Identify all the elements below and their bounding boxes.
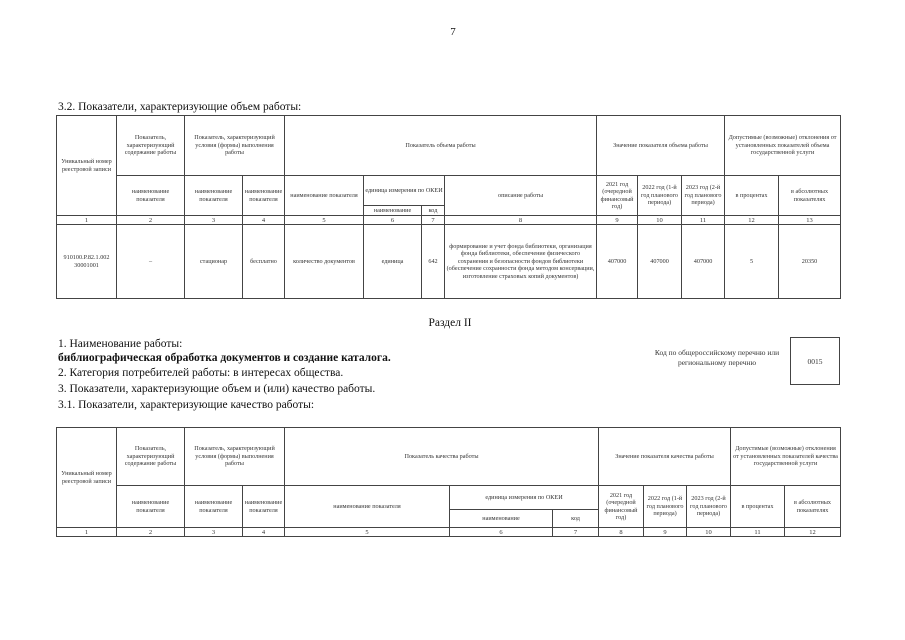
section-2-title: Раздел II (428, 317, 472, 329)
cell-2022: 407000 (638, 225, 682, 299)
col-num: 11 (731, 528, 785, 537)
h-value: Значение показателя объема работы (597, 116, 725, 176)
h-volume: Показатель объема работы (285, 116, 597, 176)
h-percent: в процентах (725, 176, 779, 216)
col-num: 1 (57, 528, 117, 537)
volume-table (56, 115, 841, 299)
h-content: Показатель, характеризующий содержание работы (117, 116, 185, 176)
table-row (57, 225, 841, 299)
col-num: 8 (599, 528, 644, 537)
column-numbers-row (57, 528, 841, 537)
section-3-2-title: 3.2. Показатели, характеризующие объем работы: (58, 101, 302, 113)
h-desc: описание работы (445, 176, 597, 216)
h-conditions: Показатель, характеризующий условия (формы) выполнения работы (185, 428, 285, 486)
col-num: 5 (285, 528, 450, 537)
cell-percent: 5 (725, 225, 779, 299)
h-year-2021: 2021 год (очередной финансовый год) (599, 486, 644, 528)
h-unit-name: наименование (364, 206, 422, 216)
h-name-1: наименование показателя (117, 176, 185, 216)
h-percent: в процентах (731, 486, 785, 528)
h-conditions: Показатель, характеризующий условия (формы) выполнения работы (185, 116, 285, 176)
code-value: 0015 (807, 356, 823, 366)
col-num: 9 (644, 528, 687, 537)
col-num: 8 (445, 216, 597, 225)
cell-indicator: количество документов (285, 225, 364, 299)
cell-2021: 407000 (597, 225, 638, 299)
col-num: 10 (638, 216, 682, 225)
h-year-2023: 2023 год (2-й год планового периода) (682, 176, 725, 216)
cell-code: 642 (422, 225, 445, 299)
h-name-3: наименование показателя (243, 486, 285, 528)
h-unique: Уникальный номер реестровой записи (57, 428, 117, 528)
col-num: 6 (364, 216, 422, 225)
page-number: 7 (450, 26, 456, 38)
col-num: 12 (725, 216, 779, 225)
h-year-2023: 2023 год (2-й год планового периода) (687, 486, 731, 528)
h-name-4: наименование показателя (285, 176, 364, 216)
h-unit-name: наименование (450, 510, 553, 528)
col-num: 6 (450, 528, 553, 537)
h-unit: единица измерения по ОКЕИ (364, 176, 445, 206)
col-num: 7 (422, 216, 445, 225)
h-deviation: Допустимые (возможные) отклонения от установленных показателей качества государственной услуги (731, 428, 841, 486)
quality-table (56, 427, 841, 537)
cell-id: 910100.Р.82.1.002 30001001 (57, 225, 117, 299)
col-num: 13 (779, 216, 841, 225)
col-num: 11 (682, 216, 725, 225)
h-content: Показатель, характеризующий содержание работы (117, 428, 185, 486)
h-value: Значение показателя качества работы (599, 428, 731, 486)
h-absolute: в абсолютных показателях (779, 176, 841, 216)
col-num: 5 (285, 216, 364, 225)
h-name-3: наименование показателя (243, 176, 285, 216)
h-year-2021: 2021 год (очередной финансовый год) (597, 176, 638, 216)
consumers-line: 2. Категория потребителей работы: в интересах общества. (58, 367, 344, 379)
col-num: 4 (243, 216, 285, 225)
col-num: 4 (243, 528, 285, 537)
cell-description: формирование и учет фонда библиотеки, организация фонда библиотеки, обеспечение физического сохранения и безопасности фондов библиотеки (обеспечение сохранности фонда методом консервации, изготовление страховых копий документов) (445, 225, 597, 299)
col-num: 1 (57, 216, 117, 225)
cell-2023: 407000 (682, 225, 725, 299)
h-deviation: Допустимые (возможные) отклонения от установленных показателей объема государственной услуги (725, 116, 841, 176)
col-num: 2 (117, 216, 185, 225)
cell-form: стационар (185, 225, 243, 299)
h-quality: Показатель качества работы (285, 428, 599, 486)
cell-free: бесплатно (243, 225, 285, 299)
cell-unit: единица (364, 225, 422, 299)
work-name-label: 1. Наименование работы: (58, 338, 183, 350)
col-num: 10 (687, 528, 731, 537)
h-year-2022: 2022 год (1-й год планового периода) (638, 176, 682, 216)
h-unique: Уникальный номер реестровой записи (57, 116, 117, 216)
h-absolute: в абсолютных показателях (785, 486, 841, 528)
col-num: 9 (597, 216, 638, 225)
h-unit: единица измерения по ОКЕИ (450, 486, 599, 510)
column-numbers-row (57, 216, 841, 225)
cell-absolute: 20350 (779, 225, 841, 299)
h-name-2: наименование показателя (185, 176, 243, 216)
h-unit-code: код (553, 510, 599, 528)
col-num: 7 (553, 528, 599, 537)
col-num: 12 (785, 528, 841, 537)
work-name: библиографическая обработка документов и создание каталога. (58, 352, 391, 364)
code-box (790, 337, 840, 385)
cell-content: – (117, 225, 185, 299)
h-name-1: наименование показателя (117, 486, 185, 528)
quality-title: 3.1. Показатели, характеризующие качество работы: (58, 399, 315, 411)
col-num: 3 (185, 216, 243, 225)
h-year-2022: 2022 год (1-й год планового периода) (644, 486, 687, 528)
h-unit-code: код (422, 206, 445, 216)
col-num: 2 (117, 528, 185, 537)
h-name-indicator: наименование показателя (285, 486, 450, 528)
indicators-line: 3. Показатели, характеризующие объем и (или) качество работы. (58, 383, 376, 395)
code-label: Код по общероссийскому перечню или региональному перечню (654, 348, 780, 367)
h-name-2: наименование показателя (185, 486, 243, 528)
col-num: 3 (185, 528, 243, 537)
